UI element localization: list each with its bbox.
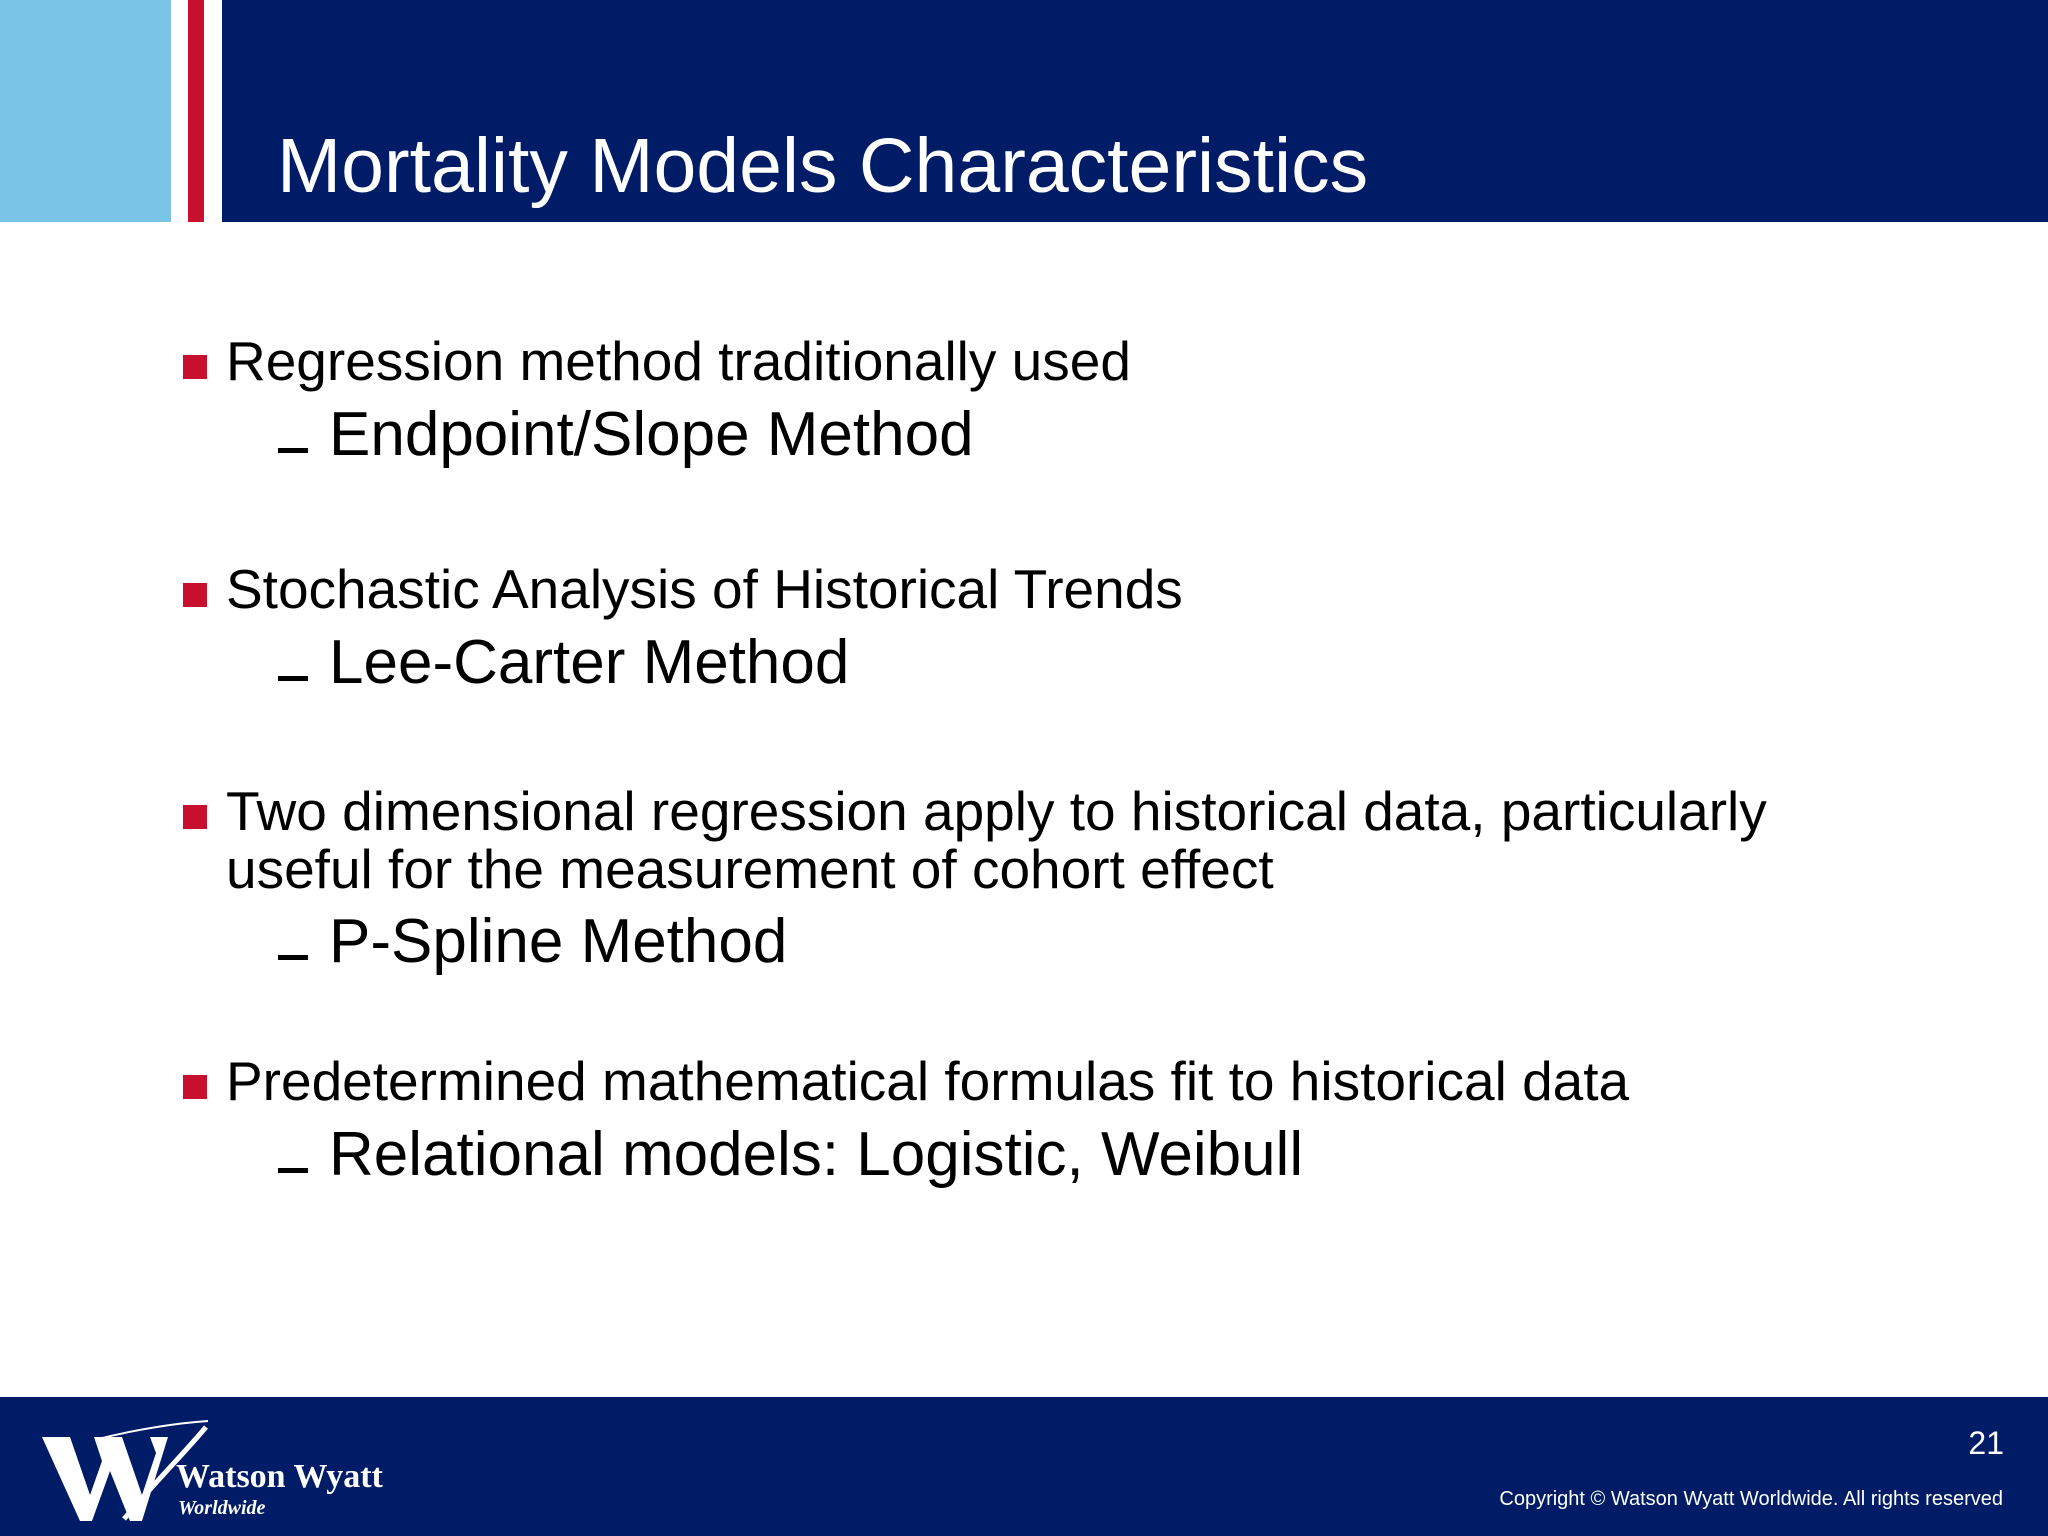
footer-bar: [0, 1397, 2048, 1536]
sub-item-text: Endpoint/Slope Method: [329, 400, 974, 469]
header-accent-block: [0, 0, 171, 222]
sub-item-text: Lee-Carter Method: [329, 628, 850, 697]
header-divider: [171, 0, 188, 222]
dash-icon: [278, 676, 308, 681]
watson-wyatt-logo: [38, 1409, 418, 1529]
logo-name: Watson Wyatt: [176, 1458, 383, 1495]
bullet-square-icon: [183, 355, 207, 379]
logo-tagline: Worldwide: [178, 1497, 266, 1519]
dash-icon: [278, 1168, 308, 1173]
sub-item-text: P-Spline Method: [329, 907, 788, 976]
slide-title: Mortality Models Characteristics: [277, 123, 1369, 209]
bullet-text: Two dimensional regression apply to historical data, particularly useful for the measurement of cohort effect: [226, 780, 1767, 900]
header-divider: [204, 0, 222, 222]
sub-item-text: Relational models: Logistic, Weibull: [329, 1120, 1304, 1189]
bullet-square-icon: [183, 805, 207, 829]
bullet-text: Stochastic Analysis of Historical Trends: [226, 558, 1183, 620]
bullet-text: Predetermined mathematical formulas fit to historical data: [226, 1050, 1630, 1112]
header-bar: [0, 0, 2048, 222]
dash-icon: [278, 955, 308, 960]
content-area: [0, 222, 2048, 1397]
bullet-square-icon: [183, 583, 207, 607]
header-red-stripe: [188, 0, 204, 222]
copyright-text: Copyright © Watson Wyatt Worldwide. All rights reserved: [1499, 1488, 2003, 1510]
bullet-text: Regression method traditionally used: [226, 330, 1131, 392]
dash-icon: [278, 448, 308, 453]
bullet-square-icon: [183, 1075, 207, 1099]
page-number: 21: [1968, 1425, 2004, 1461]
